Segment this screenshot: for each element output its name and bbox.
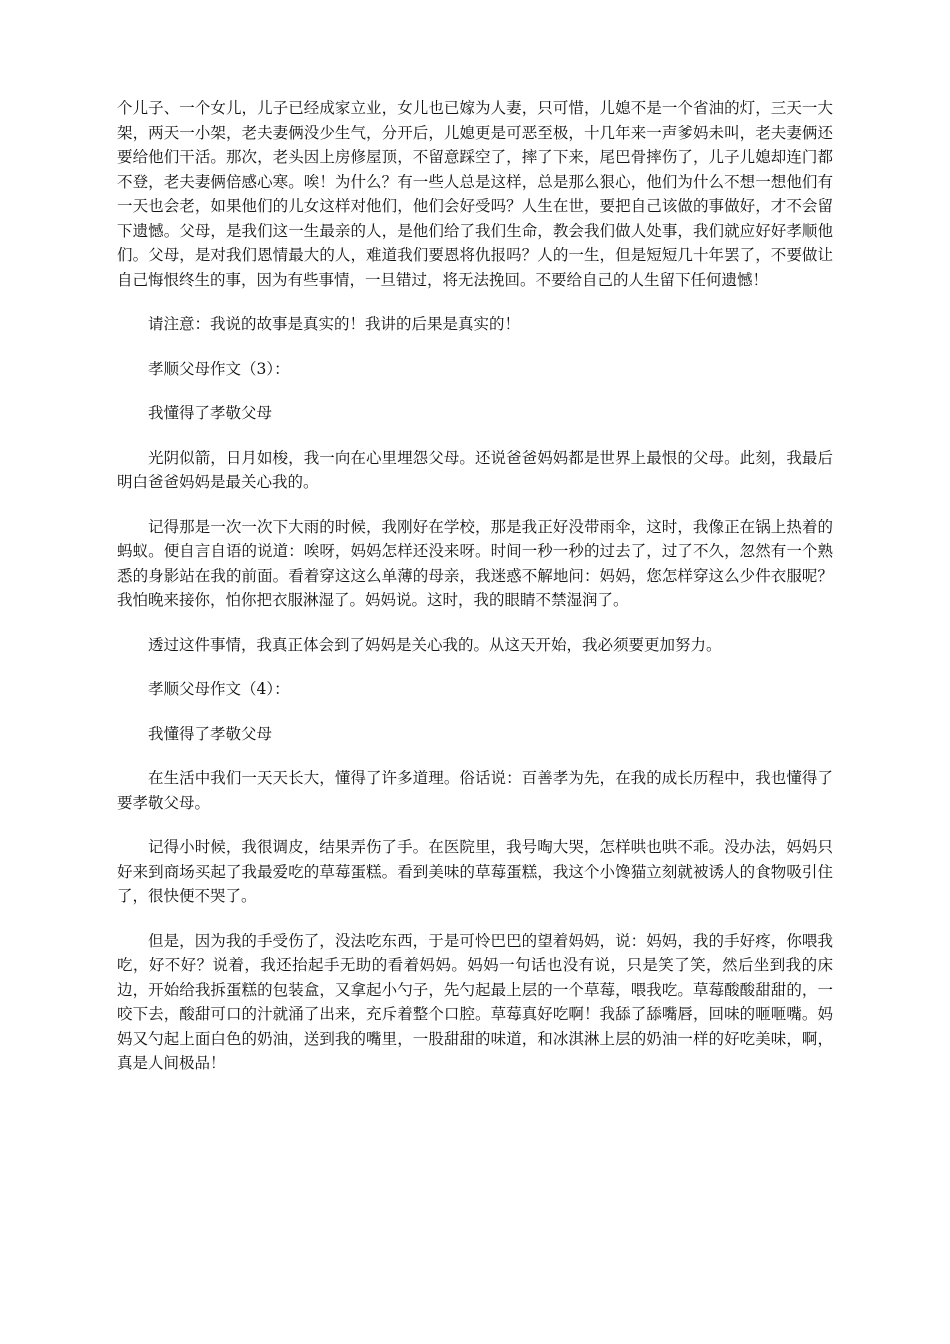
essay-title-4: 我懂得了孝敬父母 bbox=[148, 724, 273, 743]
paragraph-essay4-injury: 记得小时候，我很调皮，结果弄伤了手。在医院里，我号啕大哭，怎样哄也哄不乖。没办法，妈妈只好来到商场买起了我最爱吃的草莓蛋糕。看到美味的草莓蛋糕，我这个小馋猫立刻就被诱人的食物吸引住了，很快便不哭了。 bbox=[117, 838, 833, 905]
paragraph-essay3-conclusion: 透过这件事情，我真正体会到了妈妈是关心我的。从这天开始，我必须要更加努力。 bbox=[148, 635, 722, 654]
paragraph-essay3-intro: 光阴似箭，日月如梭，我一向在心里埋怨父母。还说爸爸妈妈都是世界上最恨的父母。此刻，我最后明白爸爸妈妈是最关心我的。 bbox=[117, 448, 833, 491]
paragraph-essay4-cake: 但是，因为我的手受伤了，没法吃东西，于是可怜巴巴的望着妈妈，说：妈妈，我的手好疼，你喂我吃，好不好？说着，我还抬起手无助的看着妈妈。妈妈一句话也没有说，只是笑了笑，然后坐到我的床边，开始给我拆蛋糕的包装盒，又拿起小勺子，先勺起最上层的一个草莓，喂我吃。草莓酸酸甜甜的，一咬下去，酸甜可口的汁就涌了出来，充斥着整个口腔。草莓真好吃啊！我舔了舔嘴唇，回味的咂咂嘴。妈妈又勺起上面白色的奶油，送到我的嘴里，一股甜甜的味道，和冰淇淋上层的奶油一样的好吃美味，啊，真是人间极品！ bbox=[117, 931, 833, 1072]
essay-heading-3: 孝顺父母作文（3）： bbox=[148, 359, 290, 378]
paragraph-story-ending: 个儿子、一个女儿，儿子已经成家立业，女儿也已嫁为人妻，只可惜，儿媳不是一个省油的灯，三天一大架，两天一小架，老夫妻俩没少生气，分开后，儿媳更是可恶至极，十几年来一声爹妈未叫，老夫妻俩还要给他们干活。那次，老头因上房修屋顶，不留意踩空了，摔了下来，尾巴骨摔伤了，儿子儿媳却连门都不登，老夫妻俩倍感心寒。唉！为什么？有一些人总是这样，总是那么狠心，他们为什么不想一想他们有一天也会老，如果他们的儿女这样对他们，他们会好受吗？人生在世，要把自己该做的事做好，才不会留下遗憾。父母，是我们这一生最亲的人，是他们给了我们生命，教会我们做人处事，我们就应好好孝顺他们。父母，是对我们恩情最大的人，难道我们要恩将仇报吗？人的一生，但是短短几十年罢了，不要做让自己悔恨终生的事，因为有些事情，一旦错过，将无法挽回。不要给自己的人生留下任何遗憾！ bbox=[117, 99, 833, 289]
essay-heading-4: 孝顺父母作文（4）： bbox=[148, 680, 290, 698]
paragraph-essay3-rain: 记得那是一次一次下大雨的时候，我刚好在学校，那是我正好没带雨伞，这时，我像正在锅上热着的蚂蚁。便自言自语的说道：唉呀，妈妈怎样还没来呀。时间一秒一秒的过去了，过了不久，忽然有一个熟悉的身影站在我的前面。看着穿这这么单薄的母亲，我迷惑不解地问：妈妈，您怎样穿这么少件衣服呢？我怕晚来接你，怕你把衣服淋湿了。妈妈说。这时，我的眼睛不禁湿润了。 bbox=[117, 517, 833, 609]
paragraph-essay4-intro: 在生活中我们一天天长大，懂得了许多道理。俗话说：百善孝为先，在我的成长历程中，我也懂得了要孝敬父母。 bbox=[117, 769, 833, 812]
paragraph-notice: 请注意：我说的故事是真实的！我讲的后果是真实的！ bbox=[148, 315, 521, 333]
document-page bbox=[117, 96, 833, 1096]
essay-title-3: 我懂得了孝敬父母 bbox=[148, 404, 273, 422]
